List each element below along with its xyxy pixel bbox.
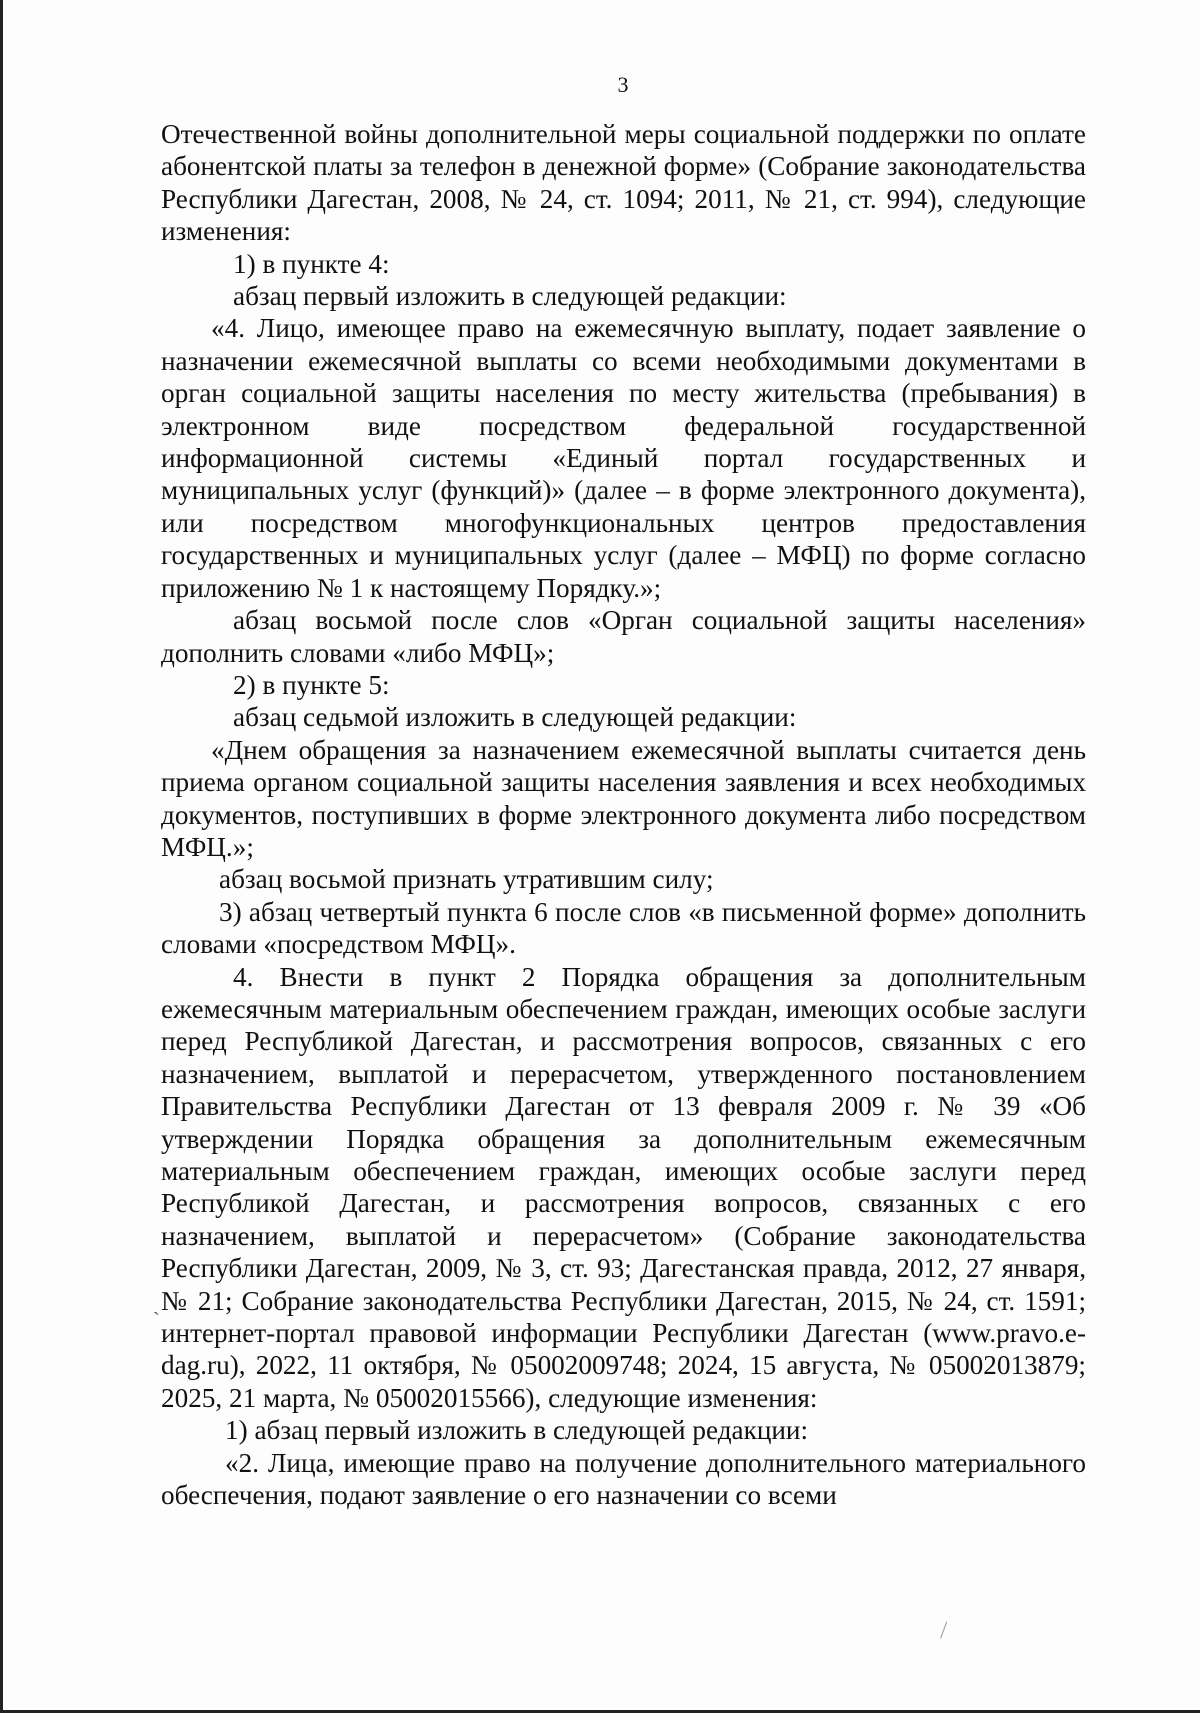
scan-mark: ` xyxy=(153,1309,160,1331)
paragraph-quoted-day-of-application: «Днем обращения за назначением ежемесячной выплаты считается день приема органом социальной защиты населения заявления и всех необходимых документов, поступивших в форме электронного документа либо посредством МФЦ.»; xyxy=(161,734,1086,862)
paragraph-abzac-eighth-void: абзац восьмой признать утратившим силу; xyxy=(219,864,714,895)
paragraph-abzac-eighth-add: абзац восьмой после слов «Орган социальной защиты населения» дополнить словами «либо МФЦ»; xyxy=(161,605,1086,668)
paragraph-section-4: 4. Внести в пункт 2 Порядка обращения за дополнительным ежемесячным материальным обеспечением граждан, имеющих особые заслуги перед Республикой Дагестан, и рассмотрения вопросов, связанных с его назначением, выплатой и перерасчетом, утвержденного постановлением Правительства Республики Дагестан от 13 февраля 2009 г. № 39 «Об утверждении Порядка обращения за дополнительным ежемесячным материальным обеспечением граждан, имеющих особые заслуги перед Республикой Дагестан, и рассмотрения вопросов, связанных с его назначением, выплатой и перерасчетом» (Собрание законодательства Республики Дагестан, 2009, № 3, ст. 93; Дагестанская правда, 2012, 27 января, № 21; Собрание законодательства Республики Дагестан, 2015, № 24, ст. 1591; интернет-портал правовой информации Республики Дагестан (www.pravo.e-dag.ru), 2022, 11 октября, № 05002009748; 2024, 15 августа, № 05002013879; 2025, 21 марта, № 05002015566), следующие изменения: xyxy=(161,961,1086,1413)
paragraph-quoted-point-2: «2. Лица, имеющие право на получение дополнительного материального обеспечения, подают заявление о его назначении со всеми xyxy=(161,1447,1086,1511)
paragraph-item-2-point-5: 2) в пункте 5: xyxy=(233,669,390,700)
document-body xyxy=(161,118,1086,1511)
paragraph-item-3-point-6: 3) абзац четвертый пункта 6 после слов «в письменной форме» дополнить словами «посредством МФЦ». xyxy=(161,896,1086,960)
page-number: 3 xyxy=(617,72,629,97)
scan-artifact xyxy=(940,1621,953,1640)
paragraph-continuation: Отечественной войны дополнительной меры социальной поддержки по оплате абонентской платы за телефон в денежной форме» (Собрание законодательства Республики Дагестан, 2008, № 24, ст. 1094; 2011, № 21, ст. 994), следующие изменения: xyxy=(161,119,1086,247)
paragraph-abzac-seventh-edit: абзац седьмой изложить в следующей редакции: xyxy=(233,702,797,733)
paragraph-first-abzac-edit: абзац первый изложить в следующей редакции: xyxy=(233,281,787,312)
paragraph-quoted-point-4: «4. Лицо, имеющее право на ежемесячную выплату, подает заявление о назначении ежемесячной выплаты со всеми необходимыми документами в орган социальной защиты населения по месту жительства (пребывания) в электронном виде посредством федеральной государственной информационной системы «Единый портал государственных и муниципальных услуг (функций)» (далее – в форме электронного документа), или посредством многофункциональных центров предоставления государственных и муниципальных услуг (далее – МФЦ) по форме согласно приложению № 1 к настоящему Порядку.»; xyxy=(161,313,1086,603)
paragraph-item-1-abzac-first: 1) абзац первый изложить в следующей редакции: xyxy=(225,1415,809,1446)
paragraph-item-1-point-4: 1) в пункте 4: xyxy=(233,248,390,279)
